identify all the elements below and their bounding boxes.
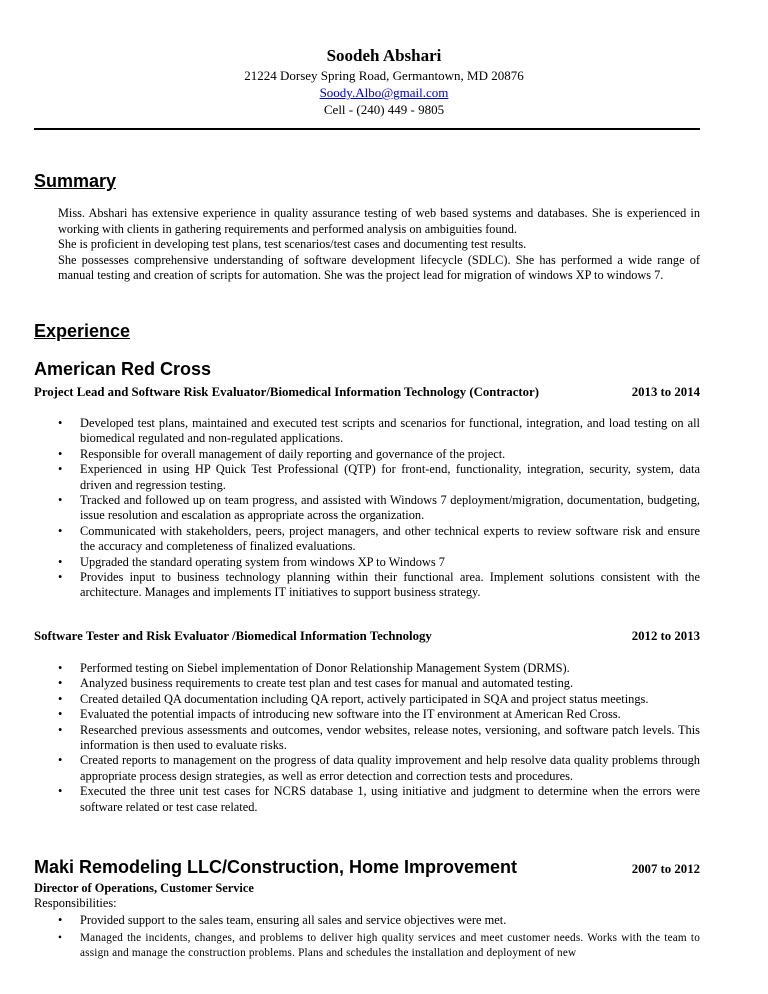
summary-paragraph: Miss. Abshari has extensive experience in quality assurance testing of web based systems and databases. She is experienced in working with clients in gathering requirements and performed analysis on ambiguities found. xyxy=(58,206,700,236)
candidate-name: Soodeh Abshari xyxy=(326,46,442,65)
bullet-text: Researched previous assessments and outcomes, vendor websites, release notes, versioning, and software patch levels. This information is then used to evaluate risks. xyxy=(80,722,700,753)
role-dates: 2012 to 2013 xyxy=(631,629,700,643)
list-item xyxy=(58,931,700,962)
role-bullets xyxy=(58,661,700,815)
list-item xyxy=(58,913,700,928)
list-item xyxy=(58,493,700,524)
list-item xyxy=(58,661,700,676)
bullet-icon: • xyxy=(58,753,63,768)
bullet-icon: • xyxy=(58,416,63,430)
role-title: Software Tester and Risk Evaluator /Biomedical Information Technology xyxy=(34,629,432,643)
bullet-text: Provided support to the sales team, ensuring all sales and service objectives were met. xyxy=(80,913,507,927)
bullet-text: Communicated with stakeholders, peers, project managers, and other technical experts to review software risk and ensure the accuracy and completeness of finalized evaluations. xyxy=(80,523,700,554)
role-bullets xyxy=(58,416,700,601)
responsibilities-label: Responsibilities: xyxy=(34,896,117,910)
resume-header xyxy=(0,45,768,118)
bullet-icon: • xyxy=(58,784,63,799)
list-item xyxy=(58,784,700,815)
list-item xyxy=(58,570,700,601)
bullet-text: Managed the incidents, changes, and problems to deliver high quality services and meet customer needs. Works with the team to assign and manage the construction problems. Plans and schedules the installation and deployment of new xyxy=(80,932,700,960)
list-item xyxy=(58,555,700,570)
list-item xyxy=(58,524,700,555)
role-title: Project Lead and Software Risk Evaluator/Biomedical Information Technology (Contractor) xyxy=(34,385,539,399)
experience-heading: Experience xyxy=(34,321,131,341)
company-dates: 2007 to 2012 xyxy=(631,862,700,876)
list-item xyxy=(58,416,700,447)
list-item xyxy=(58,753,700,784)
email-link[interactable]: Soody.Albo@gmail.com xyxy=(319,85,449,100)
bullet-icon: • xyxy=(58,707,63,722)
bullet-icon: • xyxy=(58,691,63,706)
company-dates-row xyxy=(34,861,700,877)
summary-paragraph: She is proficient in developing test plans, test scenarios/test cases and documenting test results. xyxy=(58,237,527,252)
bullet-icon: • xyxy=(58,446,63,461)
bullet-text: Created detailed QA documentation including QA report, actively participated in SQA and project status meetings. xyxy=(80,691,649,706)
bullet-text: Created reports to management on the progress of data quality improvement and help resolve data quality problems through appropriate process design strategies, as well as error detection and correction tests and procedures. xyxy=(80,753,700,783)
bullet-icon: • xyxy=(58,493,63,508)
list-item xyxy=(58,676,700,691)
bullet-text: Experienced in using HP Quick Test Professional (QTP) for front-end, functionality, integration, security, system, data driven and regression testing. xyxy=(80,462,700,492)
bullet-icon: • xyxy=(58,523,63,538)
bullet-text: Upgraded the standard operating system from windows XP to Windows 7 xyxy=(80,554,445,569)
list-item xyxy=(58,447,700,462)
role-dates: 2013 to 2014 xyxy=(631,385,700,399)
header-divider xyxy=(34,128,700,130)
bullet-text: Tracked and followed up on team progress, and assisted with Windows 7 deployment/migration, documentation, budgeting, issue resolution and escalation as appropriate across the organization. xyxy=(80,493,700,523)
bullet-text: Executed the three unit test cases for NCRS database 1, using initiative and judgment to determine when the errors were software related or test case related. xyxy=(80,784,700,814)
address-line: 21224 Dorsey Spring Road, Germantown, MD 20876 xyxy=(244,68,524,83)
bullet-icon: • xyxy=(58,554,63,569)
bullet-text: Developed test plans, maintained and executed test scripts and scenarios for functional, integration, and load testing on all biomedical regulated and non-regulated applications. xyxy=(80,416,700,446)
bullet-icon: • xyxy=(58,570,63,585)
bullet-icon: • xyxy=(58,722,63,737)
role-bullets xyxy=(58,913,700,928)
summary-heading: Summary xyxy=(34,171,117,191)
bullet-text: Responsible for overall management of daily reporting and governance of the project. xyxy=(80,446,506,461)
role-row xyxy=(34,628,700,644)
bullet-text: Evaluated the potential impacts of introducing new software into the IT environment at American Red Cross. xyxy=(80,707,621,722)
bullet-text: Analyzed business requirements to create test plan and test cases for manual and automated testing. xyxy=(80,676,574,691)
list-item xyxy=(58,723,700,754)
bullet-icon: • xyxy=(58,913,63,927)
role-title: Director of Operations, Customer Service xyxy=(34,881,254,895)
role-row xyxy=(34,384,700,400)
bullet-icon: • xyxy=(58,932,63,944)
bullet-icon: • xyxy=(58,661,63,675)
company-name: American Red Cross xyxy=(34,359,212,379)
list-item xyxy=(58,692,700,707)
bullet-icon: • xyxy=(58,676,63,691)
summary-text xyxy=(58,206,700,284)
list-item xyxy=(58,707,700,722)
bullet-text: Provides input to business technology planning within their functional area. Implement solutions consistent with the architecture. Manages and implements IT initiatives to support business strategy. xyxy=(80,570,700,600)
bullet-text: Performed testing on Siebel implementation of Donor Relationship Management System (DRMS). xyxy=(80,661,570,675)
phone-line: Cell - (240) 449 - 9805 xyxy=(323,102,445,117)
role-bullets xyxy=(58,931,700,962)
company-name: Maki Remodeling LLC/Construction, Home Improvement xyxy=(34,857,518,877)
summary-paragraph: She possesses comprehensive understanding of software development lifecycle (SDLC). She has performed a wide range of manual testing and creation of scripts for automation. She was the project lead for migration of windows XP to windows 7. xyxy=(58,252,700,283)
list-item xyxy=(58,462,700,493)
bullet-icon: • xyxy=(58,462,63,477)
